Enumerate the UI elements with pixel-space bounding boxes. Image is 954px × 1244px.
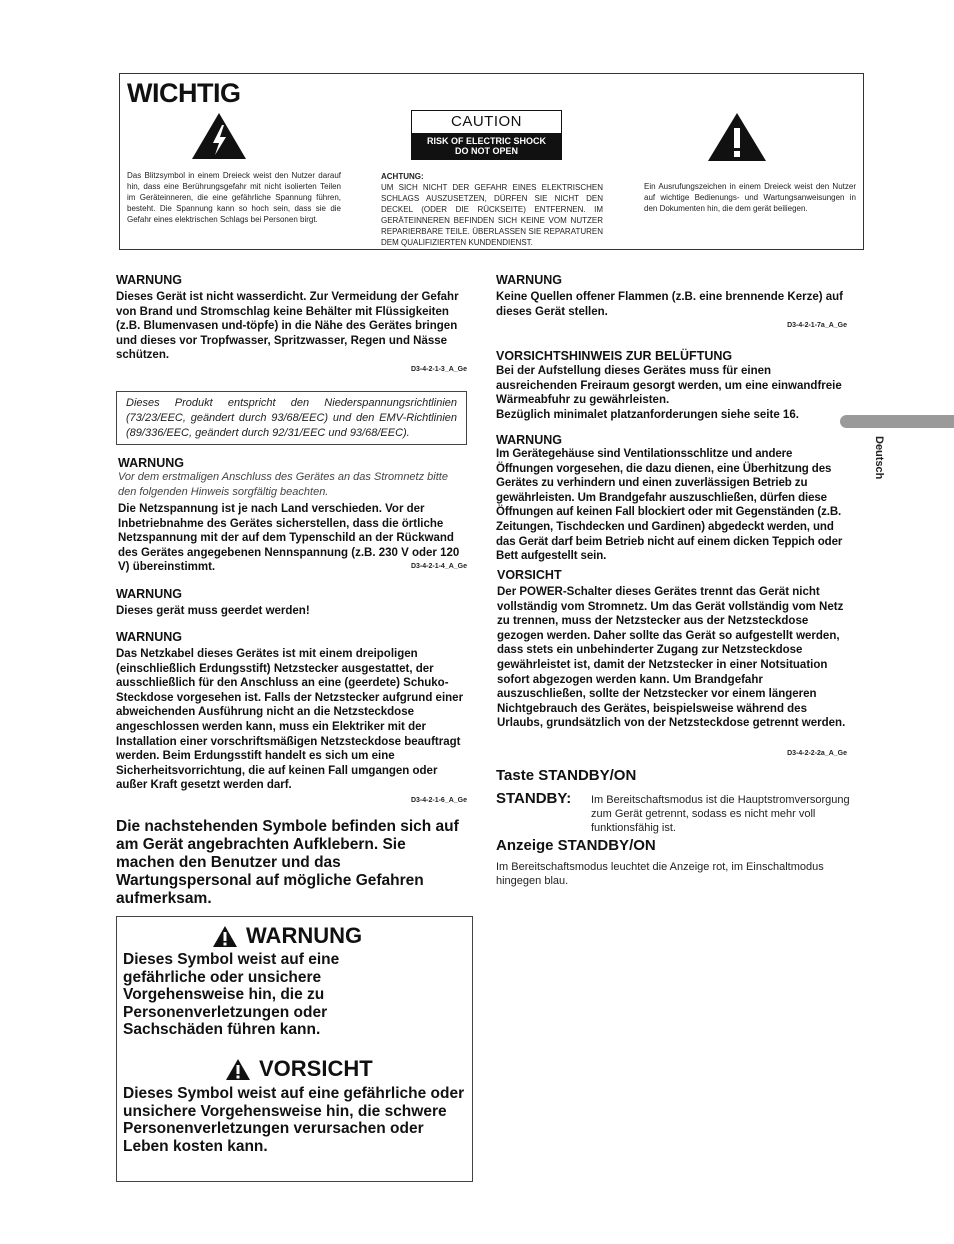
taste-standby-title: Taste STANDBY/ON [496,767,637,784]
standby-label: STANDBY: [496,790,572,807]
warning-triangle-icon [212,925,238,948]
left-warnung-4-title: WARNUNG [116,630,182,644]
caution-band [412,133,561,159]
left-warnung-1-text: Dieses Gerät ist nicht wasserdicht. Zur Vermeidung der Gefahr von Brand und Stromschlag keine Behälter mit Flüssigkeiten (z.B. Blumenvasen und-töpfe) in die Nähe des Gerätes bringen und dieses vor Tropfwasser, Spritzwasser, Regen und Nässe schützen. [116,291,459,362]
right-vorsicht-1-p2: Bezüglich minimalet platzanforderungen siehe seite 16. [496,408,799,421]
caution-line-1: RISK OF ELECTRIC SHOCK [426,136,546,146]
right-vorsicht-2-title: VORSICHT [497,568,562,582]
right-warnung-1-title: WARNUNG [496,273,562,287]
standby-text: Im Bereitschaftsmodus ist die Hauptstromversorgung zum Gerät getrennt, sodass es nicht mehr voll funktionsfähig ist. [591,794,850,834]
vorsicht-legend-text: Dieses Symbol weist auf eine gefährliche oder unsichere Vorgehensweise hin, die schwere Personenverletzungen verursachen oder Leben kosten kann. [123,1085,465,1155]
anzeige-standby-text: Im Bereitschaftsmodus leuchtet die Anzeige rot, im Einschaltmodus hingegen blau. [496,861,824,887]
right-warnung-1-code: D3-4-2-1-7a_A_Ge [787,322,847,329]
anzeige-standby-title: Anzeige STANDBY/ON [496,837,656,854]
lightning-triangle-icon [191,112,247,160]
vorsicht-heading-text: VORSICHT [259,1056,373,1081]
left-warnung-2-title: WARNUNG [118,456,184,470]
left-warnung-3-title: WARNUNG [116,587,182,601]
wichtig-title: WICHTIG [127,78,241,108]
vorsicht-heading [225,1056,373,1082]
left-warnung-2-italic: Vor dem erstmaligen Anschluss des Gerätes an das Stromnetz bitte den folgenden Hinweis sorgfältig beachten. [118,471,448,498]
achtung-text: UM SICH NICHT DER GEFAHR EINES ELEKTRISCHEN SCHLAGS AUSZUSETZEN, DÜRFEN SIE NICHT DEN DECKEL (ODER DIE RÜCKSEITE) ENTFERNEN. IM GERÄTEINNEREN BEFINDEN SICH KEINE VOM NUTZER REPARIERBARE TEILE. ÜBERLASSEN SIE REPARATUREN DEM QUALIFIZIERTEN KUNDENDIENST. [381,183,603,247]
right-vorsicht-1-p1: Bei der Aufstellung dieses Gerätes muss für einen ausreichenden Freiraum gesorgt werden, um eine einwandfreie Wärmeabfuhr zu gewährleisten. [496,365,842,407]
right-vorsicht-2-code: D3-4-2-2-2a_A_Ge [787,750,847,757]
left-warnung-3-text: Dieses gerät muss geerdet werden! [116,605,310,617]
right-warnung-2-title: WARNUNG [496,433,562,447]
achtung-title: ACHTUNG: [381,172,424,181]
caution-label [411,110,562,160]
left-warnung-4-code: D3-4-2-1-6_A_Ge [410,797,467,804]
left-warnung-2-code: D3-4-2-1-4_A_Ge [410,563,467,570]
lightning-description: Das Blitzsymbol in einem Dreieck weist den Nutzer darauf hin, dass eine Berührungsgefahr mit nicht isolierten Teilen im Geräteinneren, die eine gefährliche Spannung führen, besteht. Die Spannung kann so hoch sein, dass sie die Gefahr eines elektrischen Schlags bei Personen birgt. [127,171,341,224]
symbol-legend-box [116,916,473,1182]
right-warnung-1-text: Keine Quellen offener Flammen (z.B. eine brennende Kerze) auf dieses Gerät stellen. [496,291,843,318]
right-warnung-2-text: Im Gerätegehäuse sind Ventilationsschlitze und andere Öffnungen vorgesehen, die dazu dienen, eine Überhitzung des Gerätes zu verhindern und einen zuverlässigen Betrieb zu gewährleisten. Um Brandgefahr auszuschließen, dürfen diese Öffnungen auf keinen Fall blockiert oder mit Gegenständen (z.B. Zeitungen, Tischdecken und Gardinen) abgedeckt werden, und das Gerät darf beim Betrieb nicht auf einem dicken Teppich oder Bett aufgestellt sein. [496,448,843,563]
caution-word: CAUTION [451,113,522,130]
left-warnung-1-title: WARNUNG [116,273,182,287]
caution-triangle-icon [225,1058,251,1081]
exclamation-description: Ein Ausrufungszeichen in einem Dreieck weist den Nutzer auf wichtige Bedienungs- und Wartungsanweisungen in den Dokumenten hin, die dem gerät beiliegen. [644,182,856,213]
right-vorsicht-2-text: Der POWER-Schalter dieses Gerätes trennt das Gerät nicht vollständig vom Stromnetz. Um das Gerät vollständig vom Netz zu trennen, muss der Netzstecker aus der Netzsteckdose gezogen werden. Daher sollte das Gerät so aufgestellt werden, dass stets ein unbehinderter Zugang zur Netzsteckdose gewährleistet ist, damit der Netzstecker in einer Notsituation sofort abgezogen werden kann. Um Brandgefahr auszuschließen, sollte der Netzstecker vor einem längeren Nichtgebrauch des Gerätes, beispielsweise während des Urlaubs, grundsätzlich von der Netzsteckdose getrennt werden. [497,586,846,730]
left-warnung-4-text: Das Netzkabel dieses Gerätes ist mit einem dreipoligen (einschließlich Erdungsstift) Netzstecker ausgestattet, der ausschließlich für den Anschluss an eine (geerdete) Schuko-Steckdose vorgesehen ist. Falls der Netzstecker aufgrund einer abweichenden Ausführung nicht an die Netzsteckdose angeschlossen werden kann, muss ein Elektriker mit der Installation einer vorschriftsmäßigen Netzsteckdose beauftragt werden. Beim Erdungsstift handelt es sich um eine Sicherheitsvorrichtung, die auf keinen Fall umgangen oder außer Kraft gesetzt werden darf. [116,648,464,792]
conformity-box: Dieses Produkt entspricht den Niederspannungsrichtlinien (73/23/EEC, geändert durch 93/68/EEC) und den EMV-Richtlinien (89/336/EEC, geändert durch 92/31/EEC und 93/68/EEC). [116,391,467,445]
right-vorsicht-1-text [496,364,850,422]
left-warnung-2-text: Die Netzspannung ist je nach Land verschieden. Vor der Inbetriebnahme des Gerätes sicherstellen, dass die örtliche Netzspannung mit der auf dem Typenschild an der Rückwand des Gerätes angegebenen Nennspannung (z.B. 230 V oder 120 V) übereinstimmt. [118,503,460,574]
right-vorsicht-1-title: VORSICHTSHINWEIS ZUR BELÜFTUNG [496,349,733,363]
warnung-heading [212,923,362,949]
symbols-intro: Die nachstehenden Symbole befinden sich auf am Gerät angebrachten Aufklebern. Sie machen den Benutzer und das Wartungspersonal auf mögliche Gefahren aufmerksam. [116,818,459,907]
achtung-description [381,171,603,248]
language-label: Deutsch [873,436,885,480]
language-side-tab [840,415,954,428]
left-warnung-1-code: D3-4-2-1-3_A_Ge [410,366,467,373]
exclamation-triangle-icon [707,112,767,162]
warnung-legend-text: Dieses Symbol weist auf eine gefährliche oder unsichere Vorgehensweise hin, die zu Personenverletzungen oder Sachschäden führen kann. [123,951,340,1038]
caution-line-2: DO NOT OPEN [454,146,518,156]
warnung-heading-text: WARNUNG [246,923,363,948]
